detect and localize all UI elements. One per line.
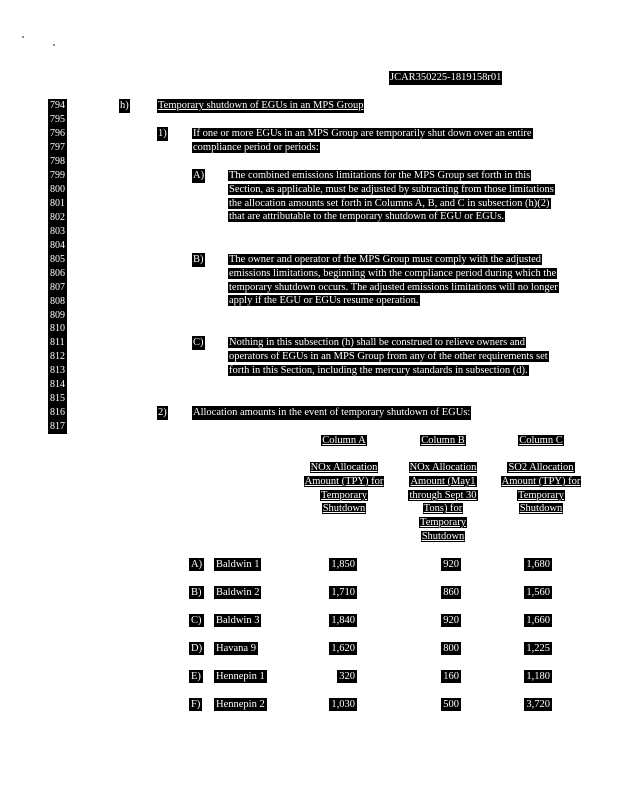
line-number: 809 [50, 310, 65, 321]
item-2-marker: 2) [158, 407, 167, 418]
line-number: 794 [50, 100, 65, 111]
row-unit-name: Hennepin 2 [216, 699, 265, 710]
item-1-marker: 1) [158, 128, 167, 139]
row-unit-name: Hennepin 1 [216, 671, 265, 682]
line-number: 806 [50, 268, 65, 279]
column-b-header [400, 434, 486, 448]
row-marker: D) [191, 643, 203, 654]
item-1a-text: The combined emissions limitations for the MPS Group set forth in this Section, as applicable, must be adjusted by subtracting from those limitations the allocation amounts set forth in Columns A, B, and C in subsection (h)(2) that are attributable to the temporary shutdown of EGU or EGUs. [229, 170, 554, 223]
row-unit-name: Baldwin 1 [216, 559, 260, 570]
line-number: 816 [50, 407, 65, 418]
row-column-b-value: 860 [443, 587, 459, 598]
line-number: 817 [50, 421, 65, 432]
line-number: 803 [50, 226, 65, 237]
row-column-c-value: 3,720 [526, 699, 550, 710]
row-column-b-value: 920 [443, 615, 459, 626]
row-marker: E) [191, 671, 201, 682]
row-unit-name: Havana 9 [216, 643, 256, 654]
scan-speck [22, 36, 24, 38]
line-number: 800 [50, 184, 65, 195]
item-1a-paragraph [228, 169, 558, 224]
item-1b-marker: B) [193, 254, 204, 265]
row-marker: F) [191, 699, 201, 710]
row-unit-name: Baldwin 2 [216, 587, 260, 598]
row-marker: C) [191, 615, 202, 626]
line-number: 812 [50, 351, 65, 362]
line-number: 795 [50, 114, 65, 125]
line-number: 811 [50, 337, 65, 348]
line-number: 796 [50, 128, 65, 139]
line-number: 802 [50, 212, 65, 223]
line-number: 801 [50, 198, 65, 209]
row-column-c-value: 1,225 [526, 643, 550, 654]
item-1-paragraph [192, 127, 554, 155]
scan-speck [53, 44, 55, 46]
line-number: 804 [50, 240, 65, 251]
item-2-text: Allocation amounts in the event of temporary shutdown of EGUs: [193, 407, 471, 418]
row-column-a-value: 1,620 [331, 643, 355, 654]
column-a-description [302, 461, 386, 516]
column-a-description-text: NOx Allocation Amount (TPY) for Temporary Shutdown [304, 462, 384, 515]
row-unit-name: Baldwin 3 [216, 615, 260, 626]
row-marker: B) [191, 587, 202, 598]
row-column-c-value: 1,560 [526, 587, 550, 598]
line-number: 797 [50, 142, 65, 153]
row-column-b-value: 920 [443, 559, 459, 570]
column-a-header [302, 434, 386, 448]
item-1c-paragraph [228, 336, 554, 377]
line-number: 810 [50, 323, 65, 334]
column-c-header [498, 434, 584, 448]
item-1c-text: Nothing in this subsection (h) shall be construed to relieve owners and operators of EGUs in an MPS Group from any of the other requirements set forth in this Section, including the mercury standards in subsection (d). [229, 337, 548, 376]
row-column-a-value: 1,030 [331, 699, 355, 710]
item-1b-paragraph [228, 253, 558, 308]
line-number: 807 [50, 282, 65, 293]
row-column-a-value: 1,850 [331, 559, 355, 570]
row-marker: A) [191, 559, 203, 570]
line-number: 813 [50, 365, 65, 376]
line-number: 814 [50, 379, 65, 390]
item-1a-marker: A) [193, 170, 205, 181]
row-column-c-value: 1,680 [526, 559, 550, 570]
row-column-a-value: 1,710 [331, 587, 355, 598]
section-h-title: Temporary shutdown of EGUs in an MPS Group [158, 100, 364, 111]
item-1b-text: The owner and operator of the MPS Group must comply with the adjusted emissions limitations, beginning with the compliance period during which the temporary shutdown occurs. The adjusted emissions limitations will no longer apply if the EGU or EGUs resume operation. [229, 254, 558, 307]
column-b-header-text: Column B [421, 435, 465, 446]
item-1-text: If one or more EGUs in an MPS Group are temporarily shut down over an entire compliance period or periods: [193, 128, 532, 153]
section-h-marker: h) [120, 100, 129, 111]
line-number: 799 [50, 170, 65, 181]
row-column-b-value: 800 [443, 643, 459, 654]
column-c-header-text: Column C [519, 435, 563, 446]
document-id: JCAR350225-1819158r01 [390, 72, 502, 83]
line-number: 805 [50, 254, 65, 265]
row-column-c-value: 1,660 [526, 615, 550, 626]
line-number: 798 [50, 156, 65, 167]
line-number: 815 [50, 393, 65, 404]
item-1c-marker: C) [193, 337, 204, 348]
row-column-b-value: 500 [443, 699, 459, 710]
column-b-description [400, 461, 486, 544]
column-a-header-text: Column A [322, 435, 366, 446]
row-column-c-value: 1,180 [526, 671, 550, 682]
row-column-a-value: 320 [339, 671, 355, 682]
column-b-description-text: NOx Allocation Amount (May1 through Sept 30 Tons) for Temporary Shutdown [409, 462, 477, 542]
column-c-description [498, 461, 584, 516]
row-column-b-value: 160 [443, 671, 459, 682]
column-c-description-text: SO2 Allocation Amount (TPY) for Temporary Shutdown [501, 462, 581, 515]
row-column-a-value: 1,840 [331, 615, 355, 626]
line-number: 808 [50, 296, 65, 307]
